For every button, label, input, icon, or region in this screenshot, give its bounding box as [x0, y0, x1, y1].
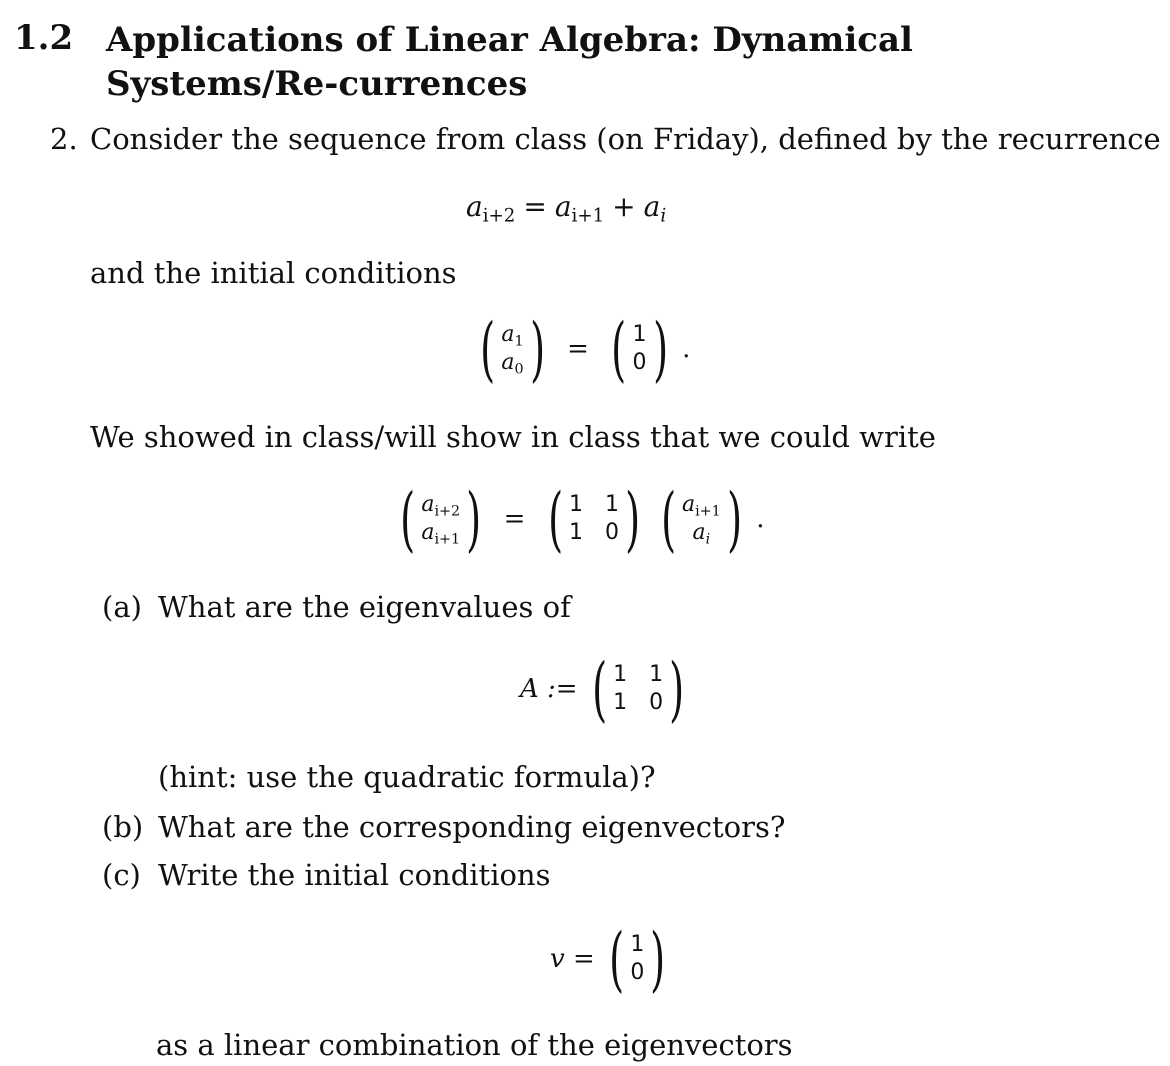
matrix-recurrence-equation: ( $a_{i+2}$ $a_{i+1}$ ) = ( 1 1 1 0 ) ( $a_{i+1}$ $a_i$ ) . — [394, 484, 765, 554]
vector-a1-a0: ( $a_1$ $a_0$ ) — [480, 308, 545, 390]
initial-conditions-equation: ( $a_1$ $a_0$ ) = ( 1 0 ) . — [474, 314, 690, 384]
showed-text: We showed in class/will show in class that we could write — [90, 420, 936, 454]
matrix-fibonacci: ( 1 1 1 0 ) — [547, 478, 641, 560]
problem-intro: Consider the sequence from class (on Friday), defined by the recurrence — [90, 122, 1161, 156]
part-b-text: What are the corresponding eigenvectors? — [158, 810, 786, 844]
part-a-text: What are the eigenvalues of — [158, 590, 571, 624]
section-number: 1.2 — [14, 18, 74, 58]
recurrence-equation: $a_{i+2} = a_{i+1} + a_i$ — [466, 190, 667, 227]
final-text: as a linear combination of the eigenvectors — [156, 1028, 793, 1062]
section-title: Applications of Linear Algebra: Dynamical Systems/Re-currences — [106, 20, 913, 104]
vector-1-0: ( 1 0 ) — [611, 308, 668, 390]
matrix-a-definition: A := ( 1 1 1 0 ) — [520, 654, 690, 724]
vector-ai2-ai1: ( $a_{i+2}$ $a_{i+1}$ ) — [400, 478, 482, 560]
part-c-label: (c) — [102, 858, 141, 892]
vector-ai1-ai: ( $a_{i+1}$ $a_i$ ) — [660, 478, 742, 560]
problem-number: 2. — [50, 122, 78, 156]
initial-conditions-intro: and the initial conditions — [90, 256, 457, 290]
part-a-label: (a) — [102, 590, 142, 624]
hint-text: (hint: use the quadratic formula)? — [158, 760, 656, 794]
vector-v: ( 1 0 ) — [609, 918, 666, 1000]
part-c-text: Write the initial conditions — [158, 858, 551, 892]
matrix-a: ( 1 1 1 0 ) — [592, 648, 685, 730]
vector-v-definition: v = ( 1 0 ) — [550, 924, 672, 994]
part-b-label: (b) — [102, 810, 144, 844]
